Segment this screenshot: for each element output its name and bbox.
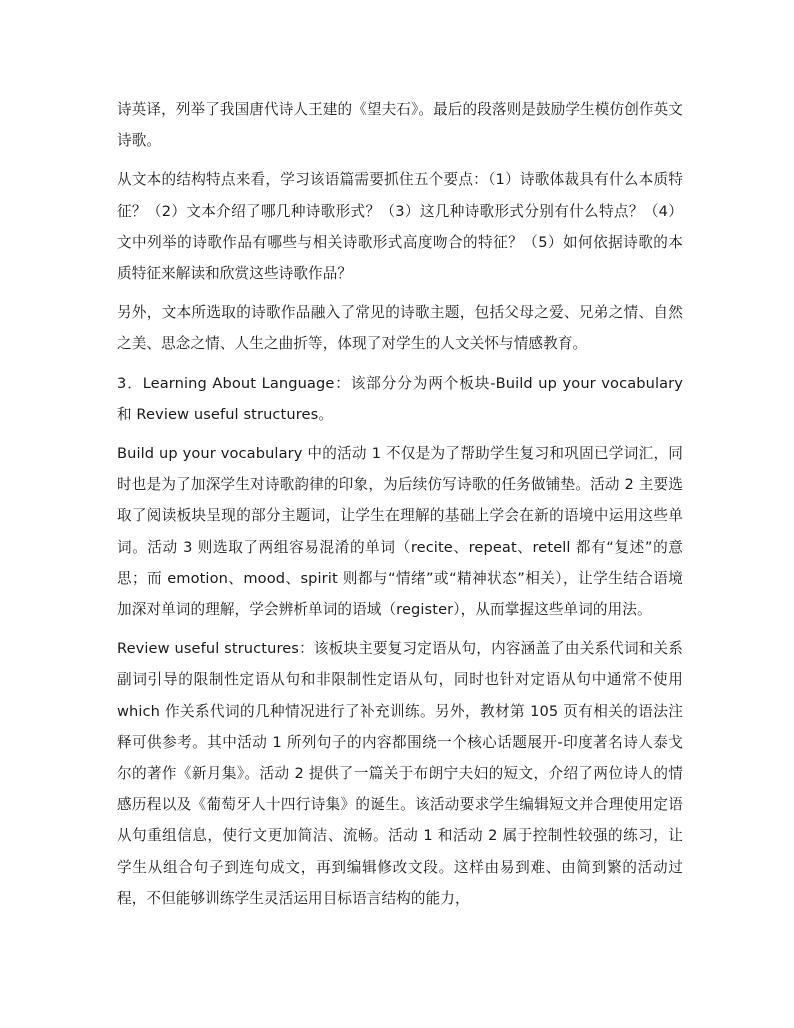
paragraph-poem-translation-intro: 诗英译，列举了我国唐代诗人王建的《望夫石》。最后的段落则是鼓励学生模仿创作英文诗歌。	[117, 101, 683, 150]
paragraph-structure-key-points: 从文本的结构特点来看，学习该语篇需要抓住五个要点：（1）诗歌体裁具有什么本质特征？（2）文本介绍了哪几种诗歌形式？（3）这几种诗歌形式分别有什么特点？（4）文中列举的诗歌作品有哪些与相关诗歌形式高度吻合的特征？（5）如何依据诗歌的本质特征来解读和欣赏这些诗歌作品？	[117, 171, 683, 283]
paragraph-learning-about-language: 3．Learning About Language：该部分分为两个板块-Build up your vocabulary 和 Review useful structures。	[117, 374, 683, 423]
paragraph-build-vocabulary: Build up your vocabulary 中的活动 1 不仅是为了帮助学生复习和巩固已学词汇，同时也是为了加深学生对诗歌韵律的印象，为后续仿写诗歌的任务做铺垫。活动 2 主要选取了阅读板块呈现的部分主题词，让学生在理解的基础上学会在新的语境中运用这些单词。活动 3 则选取了两组容易混淆的单词（recite、repeat、retell 都有“复述”的意思；而 emotion、mood、spirit 则都与“情绪”或“精神状态”相关），让学生结合语境加深对单词的理解，学会辨析单词的语域（register），从而掌握这些单词的用法。	[117, 445, 683, 619]
paragraph-poem-themes: 另外，文本所选取的诗歌作品融入了常见的诗歌主题，包括父母之爱、兄弟之情、自然之美、思念之情、人生之曲折等，体现了对学生的人文关怀与情感教育。	[117, 304, 683, 353]
paragraph-review-structures: Review useful structures：该板块主要复习定语从句，内容涵盖了由关系代词和关系副词引导的限制性定语从句和非限制性定语从句，同时也针对定语从句中通常不使用 which 作关系代词的几种情况进行了补充训练。另外，教材第 105 页有相关的语法注释可供参考。其中活动 1 所列句子的内容都围绕一个核心话题展开-印度著名诗人泰戈尔的著作《新月集》。活动 2 提供了一篇关于布朗宁夫妇的短文，介绍了两位诗人的情感历程以及《葡萄牙人十四行诗集》的诞生。该活动要求学生编辑短文并合理使用定语从句重组信息，使行文更加简洁、流畅。活动 1 和活动 2 属于控制性较强的练习，让学生从组合句子到连句成文，再到编辑修改文段。这样由易到难、由简到繁的活动过程，不但能够训练学生灵活运用目标语言结构的能力，	[117, 640, 683, 907]
document-body	[117, 94, 683, 922]
